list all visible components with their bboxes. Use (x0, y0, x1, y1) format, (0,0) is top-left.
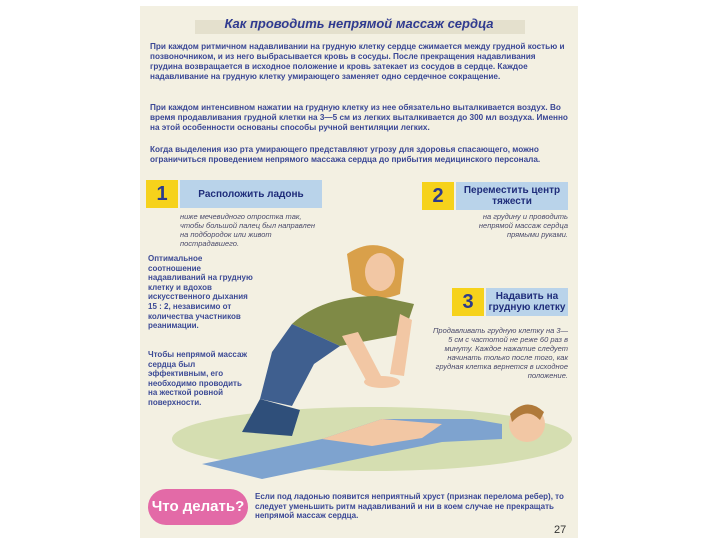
side-note-surface: Чтобы непрямой массаж сердца был эффективным, его необходимо проводить на жесткой ровной поверхности. (148, 350, 248, 407)
step-2-number: 2 (422, 182, 454, 210)
paragraph-1: При каждом ритмичном надавливании на грудную клетку сердце сжимается между грудной костью и позвоночником, и из него выбрасывается кровь в сосуды. После прекращения надавливания грудина возвращается в исходное положение и кровь затекает из сосудов в сердце. Каждое надавливание на грудную клетку умирающего заменяет одно сердечное сокращение. (150, 42, 565, 81)
textbook-page (140, 6, 578, 538)
paragraph-2: При каждом интенсивном нажатии на грудную клетку из нее обязательно выталкивается воздух. Во время продавливания грудной клетки на 3—5 см из легких выталкивается до 300 мл воздуха. Именно на этой особенности основаны способы ручной вентиляции легких. (150, 103, 568, 132)
side-note-ratio: Оптимальное соотношение надавливаний на грудную клетку и вдохов искусственного дыхания 15 : 2, независимо от количества участников реанимации. (148, 254, 253, 331)
step-1-number: 1 (146, 180, 178, 208)
step-2 (422, 182, 568, 210)
step-3-label: Надавить на грудную клетку (486, 288, 568, 316)
step-3 (452, 288, 568, 316)
step-3-number: 3 (452, 288, 484, 316)
step-2-label: Переместить центр тяжести (456, 182, 568, 210)
paragraph-3: Когда выделения изо рта умирающего представляют угрозу для здоровья спасающего, можно ограничиться проведением непрямого массажа сердца до прибытия медицинского персонала. (150, 145, 541, 164)
footer-warning: Если под ладонью появится неприятный хруст (признак перелома ребер), то следует уменьшить ритм надавливаний и ни в коем случае не прекращать непрямой массаж сердца. (255, 492, 564, 520)
step-1-note: ниже мечевидного отростка так, чтобы большой палец был направлен на подбородок или живот пострадавшего. (180, 212, 316, 248)
step-2-note: на грудину и проводить непрямой массаж сердца прямыми руками. (478, 212, 568, 239)
step-1 (146, 180, 322, 208)
page-title: Как проводить непрямой массаж сердца (224, 16, 494, 31)
step-3-note: Продавливать грудную клетку на 3—5 см с частотой не реже 60 раз в минуту. Каждое нажатие следует начинать только после того, как грудная клетка вернется в исходное положение. (432, 326, 568, 380)
step-1-label: Расположить ладонь (180, 180, 322, 208)
page-number: 27 (554, 524, 567, 536)
what-to-do-badge: Что делать? (148, 489, 248, 525)
